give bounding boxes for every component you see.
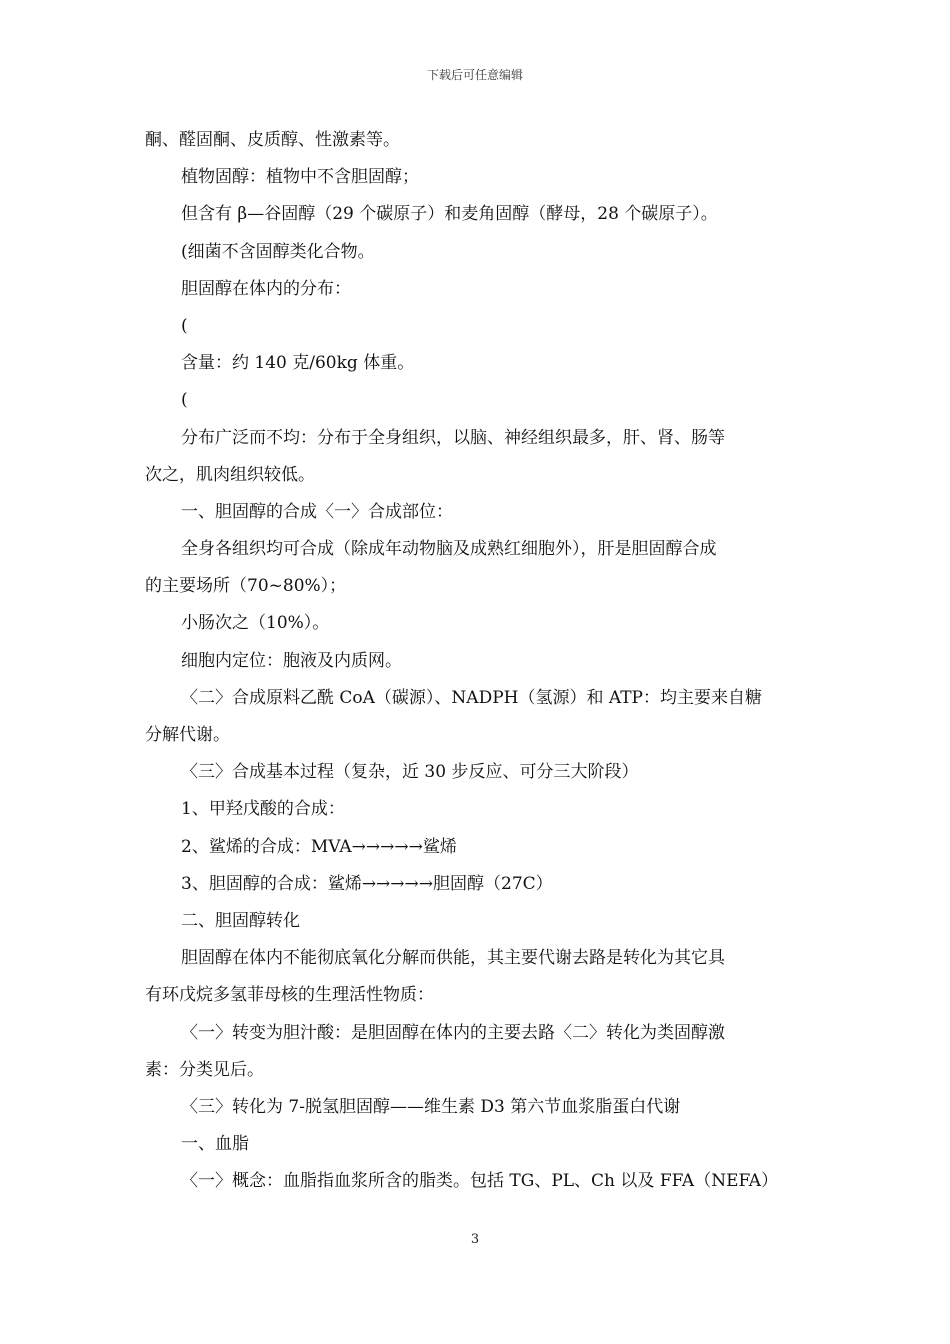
text-line: ( bbox=[181, 315, 188, 336]
text-line: 二、胆固醇转化 bbox=[181, 910, 300, 931]
text-line: 〈一〉概念：血脂指血浆所含的脂类。包括 TG、PL、Ch 以及 FFA（NEFA） bbox=[181, 1171, 779, 1192]
text-line: 含量：约 140 克/60kg 体重。 bbox=[181, 353, 415, 374]
page-header: 下载后可任意编辑 bbox=[426, 68, 523, 82]
text-line: 分布广泛而不均：分布于全身组织，以脑、神经组织最多，肝、肾、肠等 bbox=[181, 427, 725, 448]
text-line: (细菌不含固醇类化合物。 bbox=[181, 241, 375, 262]
text-line: 1、甲羟戊酸的合成： bbox=[181, 799, 345, 820]
page-number: 3 bbox=[470, 1232, 480, 1247]
text-line: 细胞内定位：胞液及内质网。 bbox=[181, 650, 402, 671]
text-line: 胆固醇在体内的分布： bbox=[181, 278, 351, 299]
text-line: 酮、醛固酮、皮质醇、性激素等。 bbox=[145, 130, 400, 150]
text-line: 分解代谢。 bbox=[145, 725, 230, 745]
text-line: 有环戊烷多氢菲母核的生理活性物质： bbox=[145, 985, 434, 1006]
text-line: 的主要场所（70~80%）； bbox=[145, 576, 347, 597]
text-line: 2、鲨烯的合成：MVA→→→→→鲨烯 bbox=[181, 836, 457, 857]
text-line: 一、血脂 bbox=[181, 1134, 249, 1155]
text-line: 小肠次之（10%）。 bbox=[181, 613, 330, 634]
text-line: 胆固醇在体内不能彻底氧化分解而供能，其主要代谢去路是转化为其它具 bbox=[181, 948, 725, 969]
text-line: ( bbox=[181, 390, 188, 411]
text-line: 植物固醇：植物中不含胆固醇； bbox=[181, 167, 419, 188]
text-line: 〈三〉转化为 7-脱氢胆固醇——维生素 D3 第六节血浆脂蛋白代谢 bbox=[181, 1096, 681, 1117]
text-line: 全身各组织均可合成（除成年动物脑及成熟红细胞外），肝是胆固醇合成 bbox=[181, 539, 717, 560]
text-line: 〈三〉合成基本过程（复杂，近 30 步反应、可分三大阶段） bbox=[181, 762, 639, 783]
text-line: 3、胆固醇的合成：鲨烯→→→→→胆固醇（27C） bbox=[181, 873, 553, 894]
text-line: 但含有 β—谷固醇（29 个碳原子）和麦角固醇（酵母，28 个碳原子）。 bbox=[181, 204, 718, 225]
text-line: 次之，肌肉组织较低。 bbox=[145, 464, 315, 485]
text-line: 一、胆固醇的合成〈一〉合成部位： bbox=[181, 501, 453, 522]
text-line: 〈一〉转变为胆汁酸：是胆固醇在体内的主要去路〈二〉转化为类固醇激 bbox=[181, 1022, 725, 1043]
text-line: 〈二〉合成原料乙酰 CoA（碳源）、NADPH（氢源）和 ATP：均主要来自糖 bbox=[181, 687, 762, 708]
document-body bbox=[145, 122, 807, 1200]
text-line: 素：分类见后。 bbox=[145, 1059, 264, 1080]
